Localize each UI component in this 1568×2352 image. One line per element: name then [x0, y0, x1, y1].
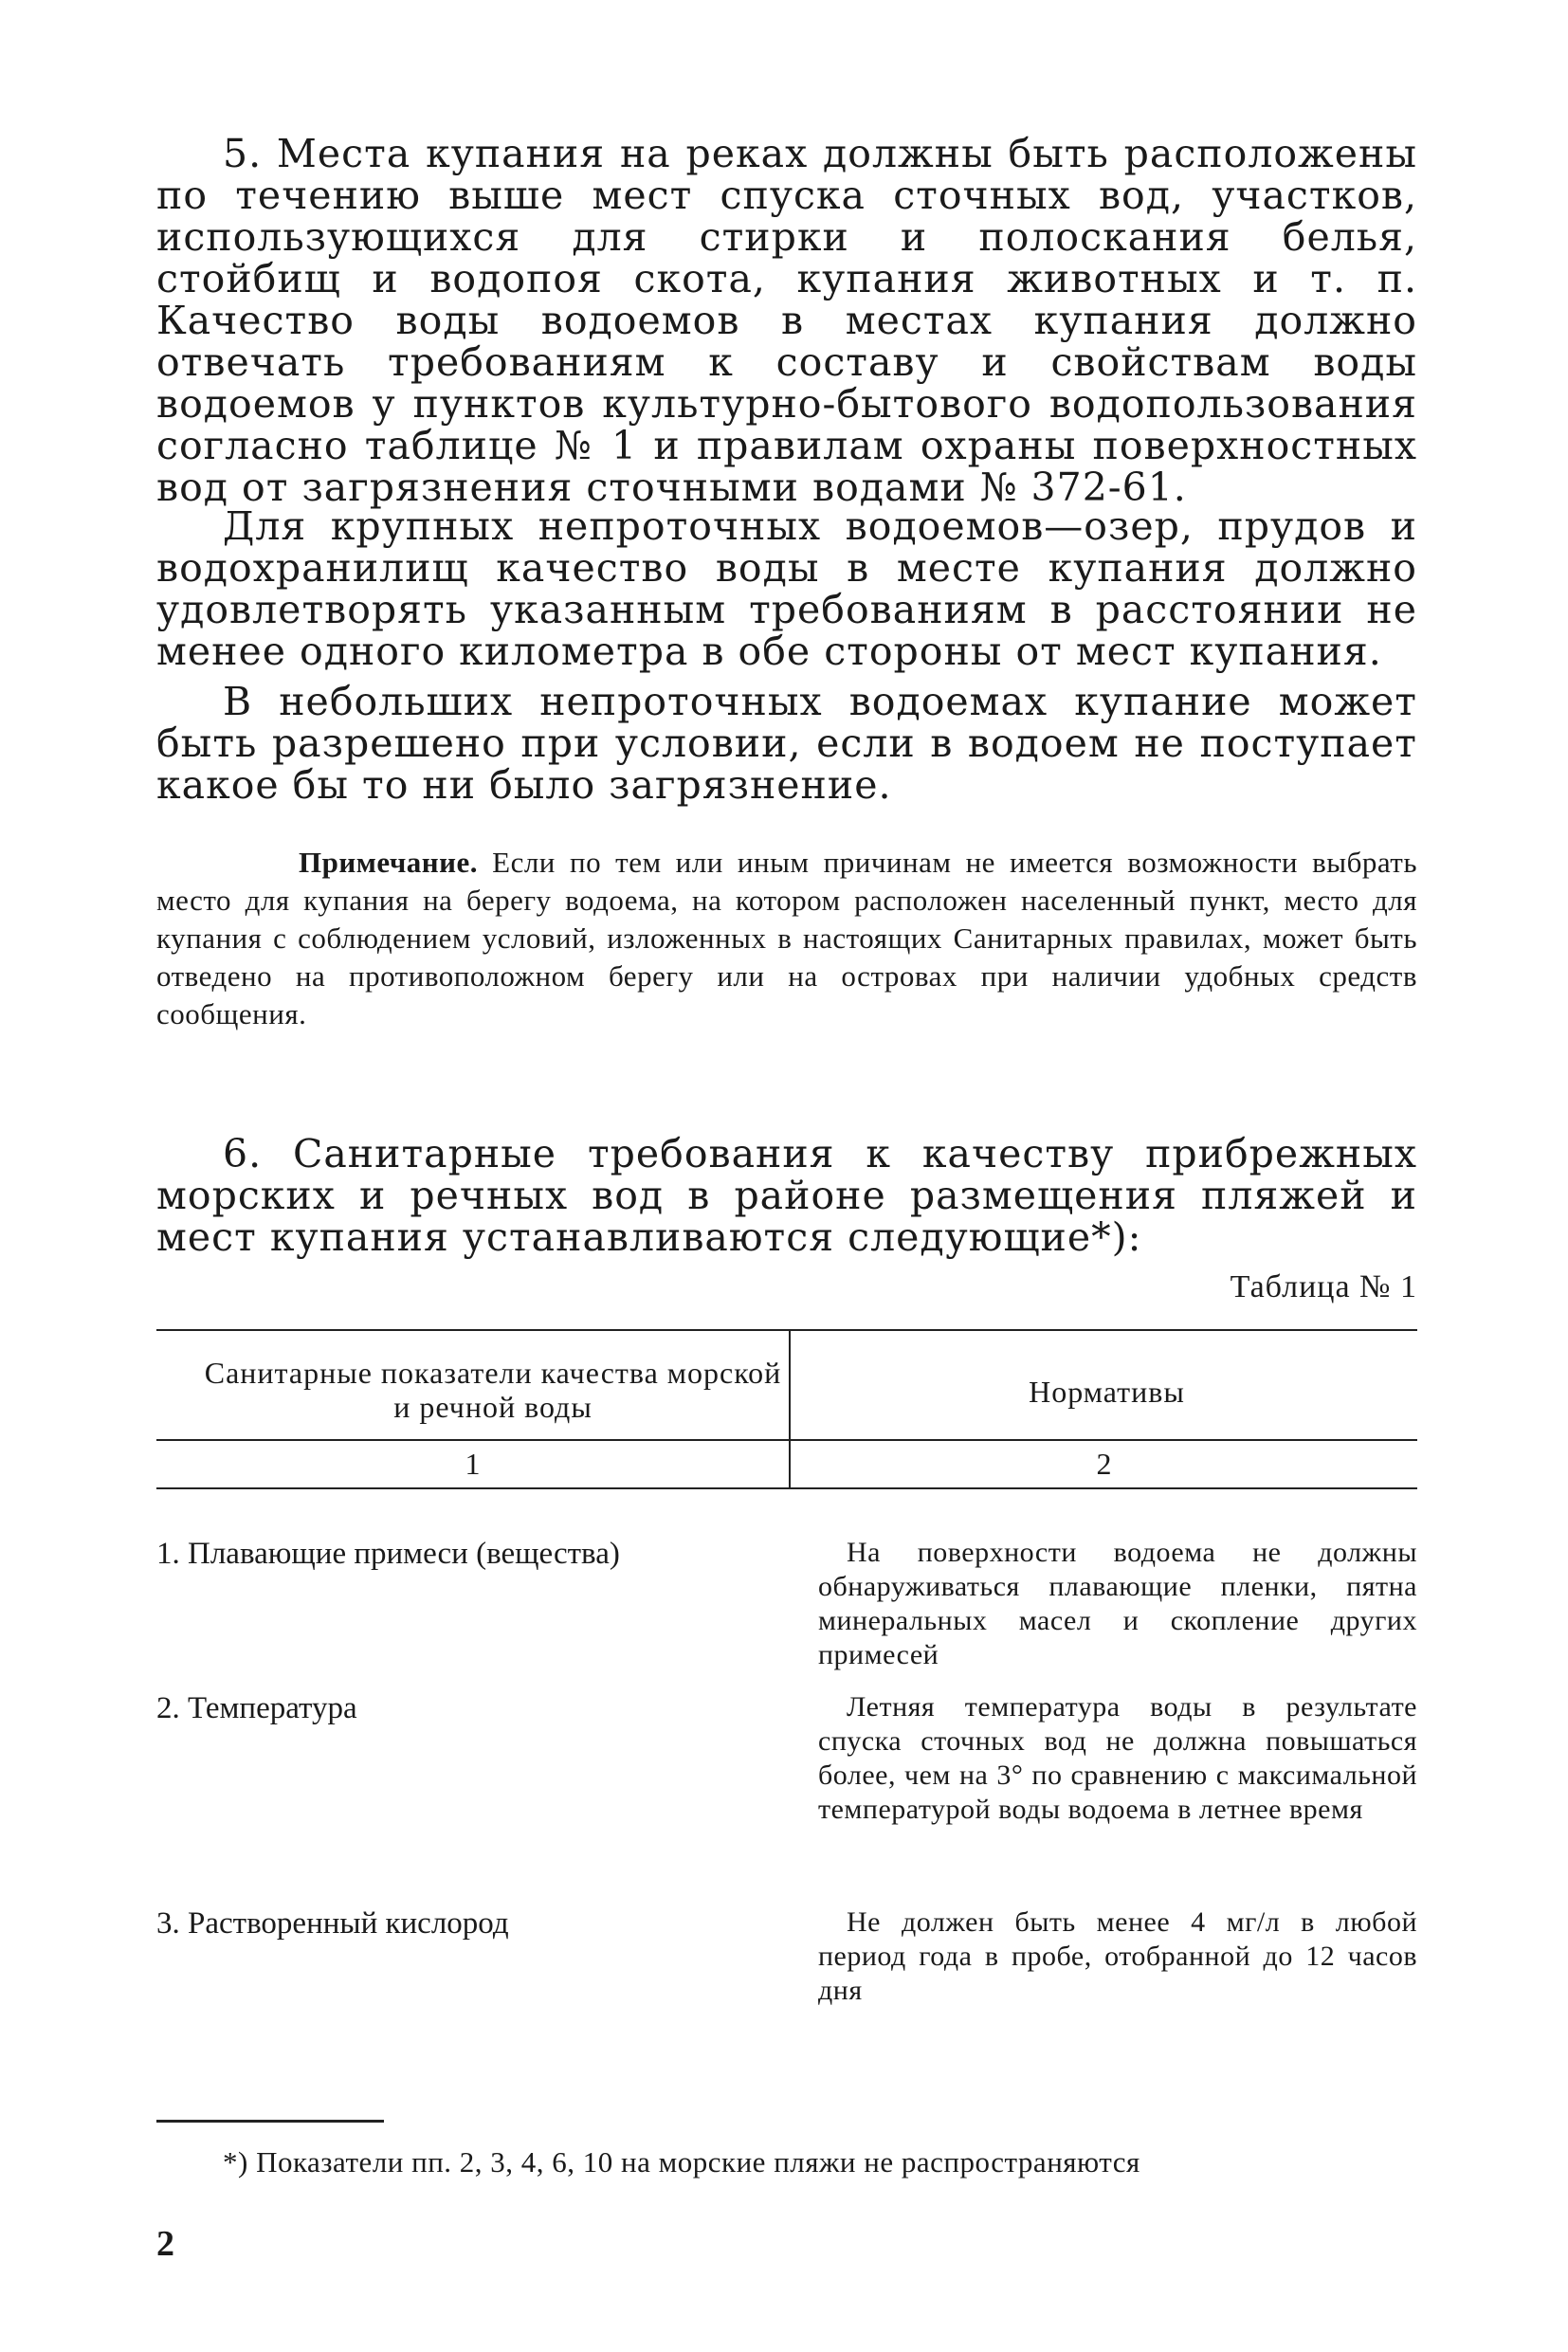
table-row-name: 2. Температура [156, 1691, 357, 1725]
note-text: Если по тем или иным причинам не имеется возможности выбрать место для купания на берегу водоема, на котором расположен населенный пункт, место для купания с соблюдением условий, изложенных в настоящих Санитарных правилах, может быть отведено на противоположном берегу или на островах при наличии удобных средств сообщения. [156, 846, 1417, 1030]
footnote-rule [156, 2120, 384, 2123]
table-top-rule [156, 1329, 1417, 1331]
table-header-indicators: Санитарные показатели качества морской и речной воды [204, 1356, 782, 1424]
table-row-value: Летняя температура воды в результате спуска сточных вод не должна повышаться более, чем на 3° по сравнению с максимальной температурой воды водоема в летнее время [818, 1691, 1417, 1825]
table-column-number-1: 1 [465, 1447, 481, 1481]
note [156, 844, 1417, 1033]
table-header-norms: Нормативы [1029, 1375, 1185, 1409]
table-title: Таблица № 1 [1230, 1269, 1417, 1304]
table-header-rule [156, 1439, 1417, 1441]
paragraph-small-reservoirs: В небольших непроточных водоемах купание может быть разрешено при условии, если в водоем не поступает какое бы то ни было загрязнение. [156, 679, 1417, 808]
paragraph-large-reservoirs: Для крупных непроточных водоемов—озер, прудов и водохранилищ качество воды в месте купания должно удовлетворять указанным требованиям в расстоянии не менее одного километра в обе стороны от мест купания. [156, 503, 1417, 674]
table-numbering-rule [156, 1487, 1417, 1489]
note-label: Примечание. [299, 846, 479, 879]
table-row-value: На поверхности водоема не должны обнаруживаться плавающие пленки, пятна минеральных масел и скопление других примесей [818, 1537, 1417, 1670]
table-column-number-2: 2 [1096, 1447, 1112, 1481]
table-row-name: 3. Растворенный кислород [156, 1906, 509, 1941]
table-row-name: 1. Плавающие примеси (вещества) [156, 1537, 620, 1571]
footnote: *) Показатели пп. 2, 3, 4, 6, 10 на морские пляжи не распространяются [223, 2145, 1140, 2179]
paragraph-item-6: 6. Санитарные требования к качеству прибрежных морских и речных вод в районе размещения пляжей и мест купания устанавливаются следующие*): [156, 1131, 1417, 1260]
paragraph-item-5: 5. Места купания на реках должны быть расположены по течению выше мест спуска сточных вод, участков, использующихся для стирки и полоскания белья, стойбищ и водопоя скота, купания животных и т. п. Качество воды водоемов в местах купания должно отвечать требованиям к составу и свойствам воды водоемов у пунктов культурно-бытового водопользования согласно таблице № 1 и правилам охраны поверхностных вод от загрязнения сточными водами № 372-61. [156, 131, 1417, 510]
page-number: 2 [156, 2224, 174, 2264]
table-row-value: Не должен быть менее 4 мг/л в любой период года в пробе, отобранной до 12 часов дня [818, 1906, 1417, 2006]
